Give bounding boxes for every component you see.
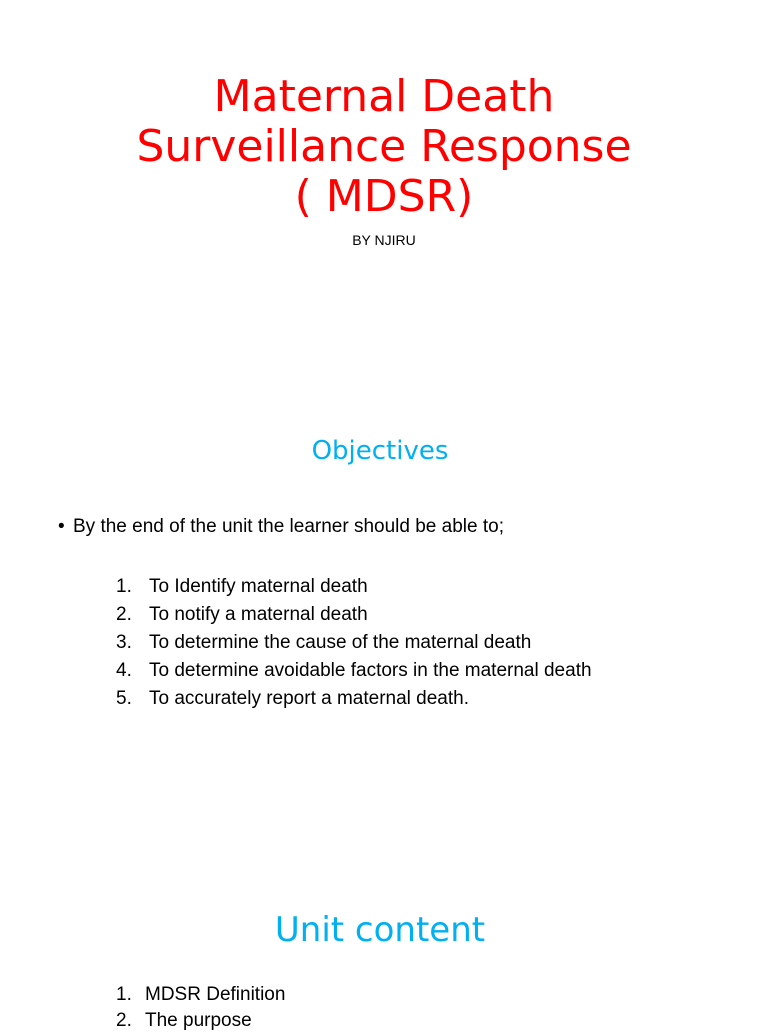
- list-item-text: To notify a maternal death: [149, 604, 368, 625]
- list-number: 1.: [116, 576, 132, 597]
- list-item: [116, 1009, 285, 1035]
- list-number: 2.: [116, 604, 132, 625]
- list-item: [116, 687, 592, 715]
- list-number: 1.: [116, 984, 132, 1005]
- objectives-list: [116, 575, 592, 715]
- objectives-intro: [58, 515, 504, 539]
- list-number: 3.: [116, 632, 132, 653]
- title-line-3: ( MDSR): [294, 171, 474, 222]
- list-number: 2.: [116, 1010, 132, 1031]
- list-item-text: MDSR Definition: [145, 984, 286, 1005]
- list-number: 5.: [116, 688, 132, 709]
- list-item: [116, 659, 592, 687]
- list-item: [116, 983, 285, 1009]
- list-item: [116, 603, 592, 631]
- list-item-text: To Identify maternal death: [149, 576, 368, 597]
- list-number: 4.: [116, 660, 132, 681]
- title-line-1: Maternal Death: [213, 71, 555, 122]
- slide-title: [0, 72, 768, 222]
- unit-content-heading: Unit content: [274, 910, 486, 950]
- objectives-intro-text: By the end of the unit the learner should be able to;: [73, 516, 504, 537]
- list-item: [116, 631, 592, 659]
- list-item-text: The purpose: [145, 1010, 252, 1031]
- author-subtitle: BY NJIRU: [352, 232, 416, 248]
- list-item: [116, 575, 592, 603]
- list-item-text: To determine the cause of the maternal death: [149, 632, 532, 653]
- list-item-text: To determine avoidable factors in the maternal death: [149, 660, 592, 681]
- objectives-heading: Objectives: [311, 436, 449, 466]
- title-line-2: Surveillance Response: [136, 121, 632, 172]
- bullet-icon: •: [58, 516, 65, 537]
- list-item-text: To accurately report a maternal death.: [149, 688, 470, 709]
- unit-content-list: [116, 983, 285, 1035]
